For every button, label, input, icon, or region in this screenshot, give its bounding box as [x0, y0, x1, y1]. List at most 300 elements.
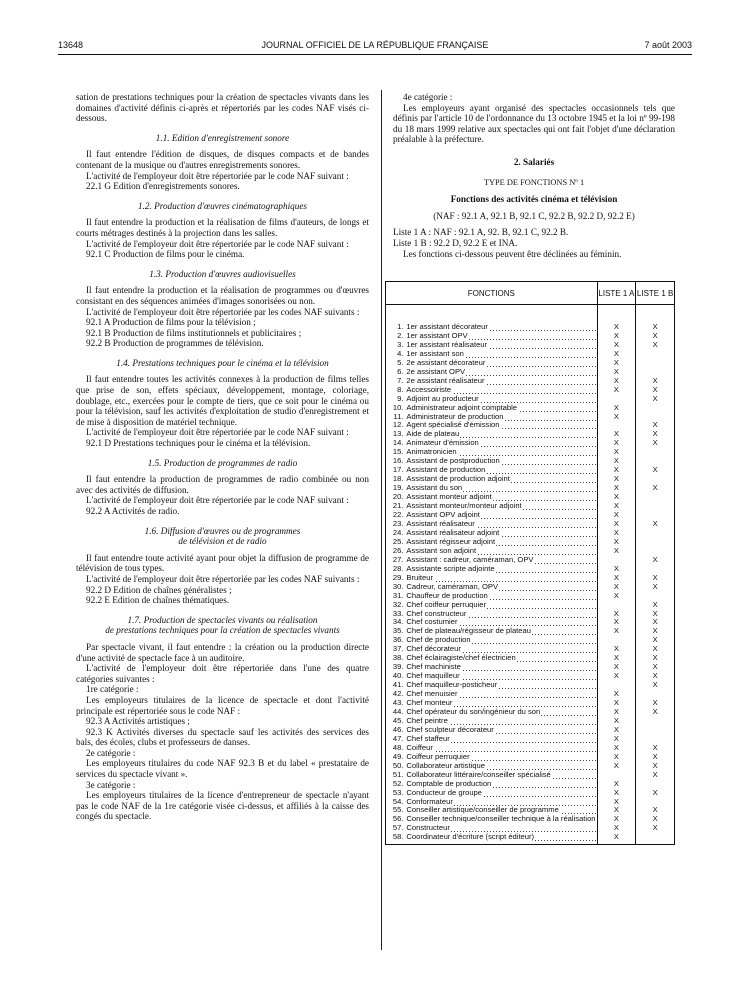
liste-1b-mark: X	[636, 627, 675, 636]
liste-1a-mark: X	[597, 806, 636, 815]
function-name	[406, 439, 597, 448]
page-number: 13648	[58, 40, 84, 50]
table-row	[386, 565, 675, 574]
liste-1a-mark: X	[597, 789, 636, 798]
row-number: 33.	[386, 610, 407, 619]
liste-1a-mark: X	[597, 592, 636, 601]
function-name-text: Chef éclairagiste/chef électricien	[406, 654, 516, 663]
liste-1b-mark	[636, 493, 675, 502]
header-fonctions: FONCTIONS	[386, 282, 598, 305]
row-number: 48.	[386, 744, 407, 753]
row-number: 42.	[386, 690, 407, 699]
liste-1a-mark: X	[597, 833, 636, 845]
table-body	[386, 305, 675, 845]
table-row	[386, 654, 675, 663]
liste-1a-mark: X	[597, 708, 636, 717]
table-row	[386, 645, 675, 654]
liste-1b-mark: X	[636, 824, 675, 833]
liste-1b-mark	[636, 726, 675, 735]
function-name-text: Coordinateur d'écriture (script éditeur)	[406, 833, 535, 842]
liste-1a-mark: X	[597, 332, 636, 341]
function-name	[406, 547, 597, 556]
row-number: 22.	[386, 511, 407, 520]
row-number: 4.	[386, 350, 407, 359]
table-row	[386, 735, 675, 744]
liste-1a-mark: X	[597, 413, 636, 422]
row-number: 25.	[386, 538, 407, 547]
liste-1a-mark: X	[597, 762, 636, 771]
function-name-text: Chef de plateau/régisseur de plateau	[406, 627, 531, 636]
table-row	[386, 430, 675, 439]
table-row	[386, 439, 675, 448]
liste-1a-mark: X	[597, 574, 636, 583]
function-name-text: Assistant OPV adjoint	[406, 511, 480, 520]
liste-1b-mark: X	[636, 663, 675, 672]
table-row	[386, 672, 675, 681]
function-name	[406, 323, 597, 332]
liste-1a-mark: X	[597, 654, 636, 663]
category-2-text: Les employeurs titulaires du code NAF 92.3 B et du label « prestataire de services du spectacle vivant ».	[76, 758, 369, 780]
row-number: 57.	[386, 824, 407, 833]
table-row	[386, 780, 675, 789]
function-name	[406, 654, 597, 663]
category-3-text: Les employeurs titulaires de la licence d'entrepreneur de spectacle n'ayant pas le code NAF de la 1re catégorie visée ci-dessus, et affiliés à la caisse des congés du spectacle.	[76, 790, 369, 822]
function-name-text: Assistant de postproduction	[406, 457, 500, 466]
table-row	[386, 421, 675, 430]
liste-1b-mark	[636, 404, 675, 413]
table-row	[386, 618, 675, 627]
function-name	[406, 753, 597, 762]
liste-1a-mark: X	[597, 663, 636, 672]
row-number: 47.	[386, 735, 407, 744]
table-row	[386, 484, 675, 493]
table-row	[386, 762, 675, 771]
row-number: 11.	[386, 413, 407, 422]
function-name-text: Assistant régisseur adjoint	[406, 537, 496, 546]
liste-1a-mark: X	[597, 565, 636, 574]
table-row	[386, 323, 675, 332]
liste-1a-mark: X	[597, 798, 636, 807]
row-number: 19.	[386, 484, 407, 493]
function-name	[406, 681, 597, 690]
section-1-2-p2: L'activité de l'employeur doit être répertoriée par le code NAF suivant :	[86, 238, 349, 249]
row-number: 54.	[386, 798, 407, 807]
row-number: 9.	[386, 395, 407, 404]
liste-1a-mark: X	[597, 341, 636, 350]
section-1-3-p1: Il faut entendre la production et la réalisation de programmes ou d'œuvres consistant en des séquences animées d'images sonorisées ou non.	[76, 285, 369, 306]
section-1-4-p1: Il faut entendre toutes les activités connexes à la production de films telles que prise de son, effets spéciaux, développement, montage, coloriage, doublage, etc., exercées pour le compte de tiers, que ce soit pour le cinéma ou pour la télévision, sauf les activités d'exploitation de studio d'enregistrement et de mise à disposition de matériel technique.	[76, 374, 369, 427]
liste-1a-mark: X	[597, 386, 636, 395]
liste-1a-mark: X	[597, 717, 636, 726]
section-1-1-heading: 1.1. Edition d'enregistrement sonore	[155, 132, 290, 143]
function-name-text: Coiffeur perruquier	[406, 752, 470, 761]
right-column	[393, 92, 675, 259]
row-number: 14.	[386, 439, 407, 448]
section-1-3-code3: 92.2 B Production de programmes de télévision.	[86, 338, 264, 349]
table-row	[386, 377, 675, 386]
table-spacer-row	[386, 305, 675, 324]
table-row	[386, 448, 675, 457]
liste-1a-mark: X	[597, 627, 636, 636]
liste-1a-mark: X	[597, 377, 636, 386]
section-1-1-p1: Il faut entendre l'édition de disques, de disques compacts et de bandes contenant de la musique ou d'autres enregistrements sonores.	[76, 149, 369, 170]
table-row	[386, 413, 675, 422]
function-name	[406, 556, 597, 565]
table-row	[386, 815, 675, 824]
function-name	[406, 502, 597, 511]
row-number: 13.	[386, 430, 407, 439]
row-number: 50.	[386, 762, 407, 771]
section-1-5-p1: Il faut entendre la production de programmes de radio combinée ou non avec des activités de diffusion.	[76, 474, 369, 495]
liste-1a-mark: X	[597, 583, 636, 592]
liste-1b-mark: X	[636, 484, 675, 493]
liste-1a-mark: X	[597, 753, 636, 762]
row-number: 24.	[386, 529, 407, 538]
liste-1a-mark: X	[597, 824, 636, 833]
liste-1b-mark	[636, 717, 675, 726]
function-name-text: Conformateur	[406, 797, 453, 806]
table-row	[386, 636, 675, 645]
section-1-3-code1: 92.1 A Production de films pour la télévision ;	[86, 317, 256, 328]
liste-1a-mark: X	[597, 484, 636, 493]
liste-1b-mark	[636, 538, 675, 547]
liste-1a-mark: X	[597, 511, 636, 520]
section-1-6-heading-line2: de télévision et de radio	[178, 536, 267, 547]
row-number: 28.	[386, 565, 407, 574]
function-name-text: Assistant : cadreur, caméraman, OPV	[406, 555, 534, 564]
function-name	[406, 744, 597, 753]
function-name	[406, 726, 597, 735]
table-row	[386, 663, 675, 672]
function-name-text: Chef machiniste	[406, 663, 461, 672]
function-name-text: 2e assistant décorateur	[406, 358, 486, 367]
function-name	[406, 448, 597, 457]
function-name-text: Chef décorateur	[406, 645, 461, 654]
category-1-code1: 92.3 A Activités artistiques ;	[86, 716, 190, 727]
table-row	[386, 627, 675, 636]
function-name-text: Chauffeur de production	[406, 591, 488, 600]
function-name-text: Chef sculpteur décorateur	[406, 725, 494, 734]
function-name-text: Chef costumier	[406, 618, 458, 627]
section-1-6-code2: 92.2 E Edition de chaînes thématiques.	[86, 595, 230, 606]
section-1-7-heading-line1: 1.7. Production de spectacles vivants ou réalisation	[127, 614, 318, 625]
category-4-text: Les employeurs ayant organisé des spectacles occasionnels tels que définis par l'article 10 de l'ordonnance du 13 octobre 1945 et la loi nº 99-198 du 18 mars 1999 relative aux spectacles qui ont fait l'objet d'une déclaration préalable à la préfecture.	[393, 102, 675, 145]
row-number: 20.	[386, 493, 407, 502]
liste-1a-mark: X	[597, 699, 636, 708]
table-row	[386, 520, 675, 529]
liste-1a-mark: X	[597, 404, 636, 413]
row-number: 21.	[386, 502, 407, 511]
function-name-text: Conducteur de groupe	[406, 788, 482, 797]
function-name	[406, 457, 597, 466]
function-name-text: Conseiller technique/conseiller technique à la réalisation	[406, 815, 596, 824]
function-name	[406, 538, 597, 547]
liste-1a-mark: X	[597, 690, 636, 699]
row-number: 30.	[386, 583, 407, 592]
naf-codes-line: (NAF : 92.1 A, 92.1 B, 92.1 C, 92.2 B, 92.2 D, 92.2 E)	[433, 210, 635, 221]
function-name-text: Chef coiffeur perruquier	[406, 600, 487, 609]
function-name-text: Assistant réalisateur adjoint	[406, 528, 500, 537]
function-name	[406, 475, 597, 484]
function-name	[406, 815, 597, 824]
left-column	[76, 92, 369, 822]
row-number: 26.	[386, 547, 407, 556]
function-name	[406, 493, 597, 502]
function-name	[406, 780, 597, 789]
table-row	[386, 502, 675, 511]
table-row	[386, 753, 675, 762]
function-name	[406, 618, 597, 627]
liste-1b-mark: X	[636, 583, 675, 592]
liste-1b-mark: X	[636, 601, 675, 610]
liste-1a-mark: X	[597, 359, 636, 368]
function-name-text: Agent spécialisé d'émission	[406, 421, 500, 430]
section-2-heading: 2. Salariés	[513, 156, 555, 167]
table-row	[386, 798, 675, 807]
section-1-4-p2: L'activité de l'employeur doit être répertoriée par le code NAF suivant :	[86, 427, 349, 438]
section-1-6-code1: 92.2 D Edition de chaînes généralistes ;	[86, 584, 232, 595]
function-name	[406, 404, 597, 413]
function-name-text: 2e assistant réalisateur	[406, 376, 485, 385]
table-row	[386, 708, 675, 717]
row-number: 1.	[386, 323, 407, 332]
function-name	[406, 672, 597, 681]
table-row	[386, 833, 675, 845]
table-row	[386, 610, 675, 619]
table-row	[386, 404, 675, 413]
table-row	[386, 744, 675, 753]
row-number: 7.	[386, 377, 407, 386]
liste-1b-mark: X	[636, 744, 675, 753]
table-row	[386, 592, 675, 601]
table-row	[386, 726, 675, 735]
section-1-6-p2: L'activité de l'employeur doit être répertoriée par les codes NAF suivants :	[86, 573, 360, 584]
function-name-text: Chef menuisier	[406, 690, 458, 699]
function-name-text: Constructeur	[406, 824, 450, 833]
row-number: 17.	[386, 466, 407, 475]
liste-1a-mark: X	[597, 368, 636, 377]
table-row	[386, 824, 675, 833]
function-name-text: Assistant monteur/monteur adjoint	[406, 502, 522, 511]
function-name	[406, 735, 597, 744]
category-1-code2: 92.3 K Activités diverses du spectacle sauf les activités des services des bals, des écoles, clubs et professeurs de danses.	[76, 726, 369, 748]
table-row	[386, 341, 675, 350]
row-number: 15.	[386, 448, 407, 457]
liste-1a-mark: X	[597, 493, 636, 502]
function-name	[406, 636, 597, 645]
table-row	[386, 493, 675, 502]
function-name	[406, 565, 597, 574]
table-row	[386, 681, 675, 690]
row-number: 38.	[386, 654, 407, 663]
row-number: 12.	[386, 421, 407, 430]
liste-1a-mark: X	[597, 520, 636, 529]
function-name-text: Chef constructeur	[406, 609, 467, 618]
liste-1b-mark: X	[636, 395, 675, 404]
row-number: 2.	[386, 332, 407, 341]
row-number: 23.	[386, 520, 407, 529]
liste-1b-mark: X	[636, 341, 675, 350]
row-number: 18.	[386, 475, 407, 484]
liste-1b-mark: X	[636, 332, 675, 341]
function-name-text: Assistant réalisateur	[406, 519, 475, 528]
function-name-text: Animateur d'émission	[406, 439, 479, 448]
function-name-text: Conseiller artistique/conseiller de programme	[406, 806, 559, 815]
liste-1b-mark	[636, 448, 675, 457]
function-name	[406, 717, 597, 726]
section-1-3-code2: 92.1 B Production de films institutionnels et publicitaires ;	[86, 327, 302, 338]
section-1-2-code1: 92.1 C Production de films pour le cinéma.	[86, 249, 245, 260]
function-name	[406, 377, 597, 386]
liste-1a-mark: X	[597, 475, 636, 484]
liste-1a-mark: X	[597, 618, 636, 627]
liste-1b-mark: X	[636, 439, 675, 448]
table-row	[386, 386, 675, 395]
liste-1b-mark: X	[636, 636, 675, 645]
header-rule	[58, 54, 692, 55]
section-1-4-code1: 92.1 D Prestations techniques pour le cinéma et la télévision.	[86, 438, 311, 449]
function-name-text: Cadreur, caméraman, OPV	[406, 582, 499, 591]
function-name-text: Collaborateur artistique	[406, 761, 485, 770]
liste-1b-mark: X	[636, 645, 675, 654]
liste-1b-mark	[636, 359, 675, 368]
liste-1b-mark: X	[636, 699, 675, 708]
section-1-5-heading: 1.5. Production de programmes de radio	[147, 457, 298, 468]
function-name	[406, 466, 597, 475]
function-name	[406, 583, 597, 592]
liste-1b-mark: X	[636, 681, 675, 690]
liste-1b-mark: X	[636, 815, 675, 824]
liste-1b-mark: X	[636, 466, 675, 475]
function-name	[406, 592, 597, 601]
section-1-7-p2: L'activité de l'employeur doit être répertoriée dans l'une des quatre catégories suivantes :	[76, 663, 369, 684]
table-row	[386, 511, 675, 520]
function-name-text: 1er assistant son	[406, 349, 464, 358]
section-1-7-heading-line2: de prestations techniques pour la création de spectacles vivants	[105, 625, 340, 636]
function-name	[406, 386, 597, 395]
liste-1b-mark: X	[636, 323, 675, 332]
table-row	[386, 574, 675, 583]
liste-1b-mark: X	[636, 654, 675, 663]
column-separator	[381, 90, 382, 950]
section-1-5-p2: L'activité de l'employeur doit être répertoriée par le code NAF suivant :	[86, 495, 349, 506]
function-name	[406, 824, 597, 833]
liste-1a-mark: X	[597, 502, 636, 511]
liste-1a-mark: X	[597, 448, 636, 457]
table-row	[386, 717, 675, 726]
liste-1b-mark: X	[636, 430, 675, 439]
row-number: 52.	[386, 780, 407, 789]
section-1-7-p1: Par spectacle vivant, il faut entendre : la création ou la production directe d'une activité de spectacle face à un auditoire.	[76, 641, 369, 663]
liste-1a-mark: X	[597, 610, 636, 619]
liste-1b-mark: X	[636, 771, 675, 780]
function-name-text: Chef peintre	[406, 716, 448, 725]
table-row	[386, 699, 675, 708]
header-liste-1a: LISTE 1 A	[597, 282, 636, 305]
function-name	[406, 421, 597, 430]
liste-1a-mark: X	[597, 645, 636, 654]
function-name	[406, 798, 597, 807]
liste-1b-mark: X	[636, 708, 675, 717]
function-name-text: Chef monteur	[406, 699, 453, 708]
table-row	[386, 547, 675, 556]
liste-1b-mark: X	[636, 574, 675, 583]
liste-1b-mark	[636, 529, 675, 538]
row-number: 6.	[386, 368, 407, 377]
liste-1b-mark: X	[636, 618, 675, 627]
function-name-text: 1er assistant OPV	[406, 331, 468, 340]
function-name-text: Assistant du son	[406, 484, 463, 493]
liste-1a-mark: X	[597, 529, 636, 538]
table-row	[386, 690, 675, 699]
function-name-text: Chef maquilleur	[406, 672, 460, 681]
function-name	[406, 529, 597, 538]
section-1-2-p1: Il faut entendre la production et la réalisation de films d'auteurs, de longs et courts métrages destinés à la projection dans les salles.	[76, 217, 369, 238]
liste-1b-mark: X	[636, 520, 675, 529]
liste-1a-mark: X	[597, 726, 636, 735]
function-name-text: Bruiteur	[406, 573, 434, 582]
function-name	[406, 645, 597, 654]
liste-1a-mark: X	[597, 466, 636, 475]
section-1-1-p2: L'activité de l'employeur doit être répertoriée par le code NAF suivant :	[86, 170, 349, 181]
issue-date: 7 août 2003	[644, 40, 692, 50]
row-number: 44.	[386, 708, 407, 717]
function-name	[406, 511, 597, 520]
table-row	[386, 359, 675, 368]
row-number: 10.	[386, 404, 407, 413]
table-row	[386, 583, 675, 592]
function-name	[406, 601, 597, 610]
type-fonctions-heading: TYPE DE FONCTIONS Nº 1	[483, 177, 585, 187]
table-row	[386, 538, 675, 547]
function-name-text: Accessoiriste	[406, 385, 452, 394]
row-number: 49.	[386, 753, 407, 762]
row-number: 55.	[386, 806, 407, 815]
table-row	[386, 332, 675, 341]
row-number: 58.	[386, 833, 407, 845]
function-name-text: Animatronicien	[406, 448, 457, 457]
row-number: 53.	[386, 789, 407, 798]
liste-1a-mark: X	[597, 457, 636, 466]
function-name-text: Assistant de production	[406, 466, 486, 475]
liste-1b-mark: X	[636, 762, 675, 771]
function-name-text: Assistant monteur adjoint	[406, 493, 492, 502]
fonctions-table	[385, 281, 675, 845]
row-number: 43.	[386, 699, 407, 708]
liste-1a-mark: X	[597, 547, 636, 556]
liste-1b-mark	[636, 350, 675, 359]
function-name	[406, 359, 597, 368]
liste-1b-mark: X	[636, 806, 675, 815]
liste-1b-mark: X	[636, 421, 675, 430]
category-1-text: Les employeurs titulaires de la licence de spectacle et dont l'activité principale est répertoriée sous le code NAF :	[76, 694, 369, 716]
liste-1b-line: Liste 1 B : 92.2 D, 92.2 E et INA.	[393, 237, 518, 248]
table-row	[386, 601, 675, 610]
row-number: 46.	[386, 726, 407, 735]
function-name	[406, 520, 597, 529]
function-name	[406, 350, 597, 359]
function-name-text: 1er assistant réalisateur	[406, 340, 488, 349]
liste-1b-mark: X	[636, 789, 675, 798]
function-name	[406, 806, 597, 815]
liste-1a-mark: X	[597, 323, 636, 332]
function-name	[406, 332, 597, 341]
section-1-4-heading: 1.4. Prestations techniques pour le cinéma et la télévision	[116, 357, 329, 368]
table-row	[386, 806, 675, 815]
row-number: 45.	[386, 717, 407, 726]
section-1-6-p1: Il faut entendre toute activité ayant pour objet la diffusion de programme de télévision de tous types.	[76, 552, 369, 574]
function-name-text: Chef de production	[406, 636, 471, 645]
